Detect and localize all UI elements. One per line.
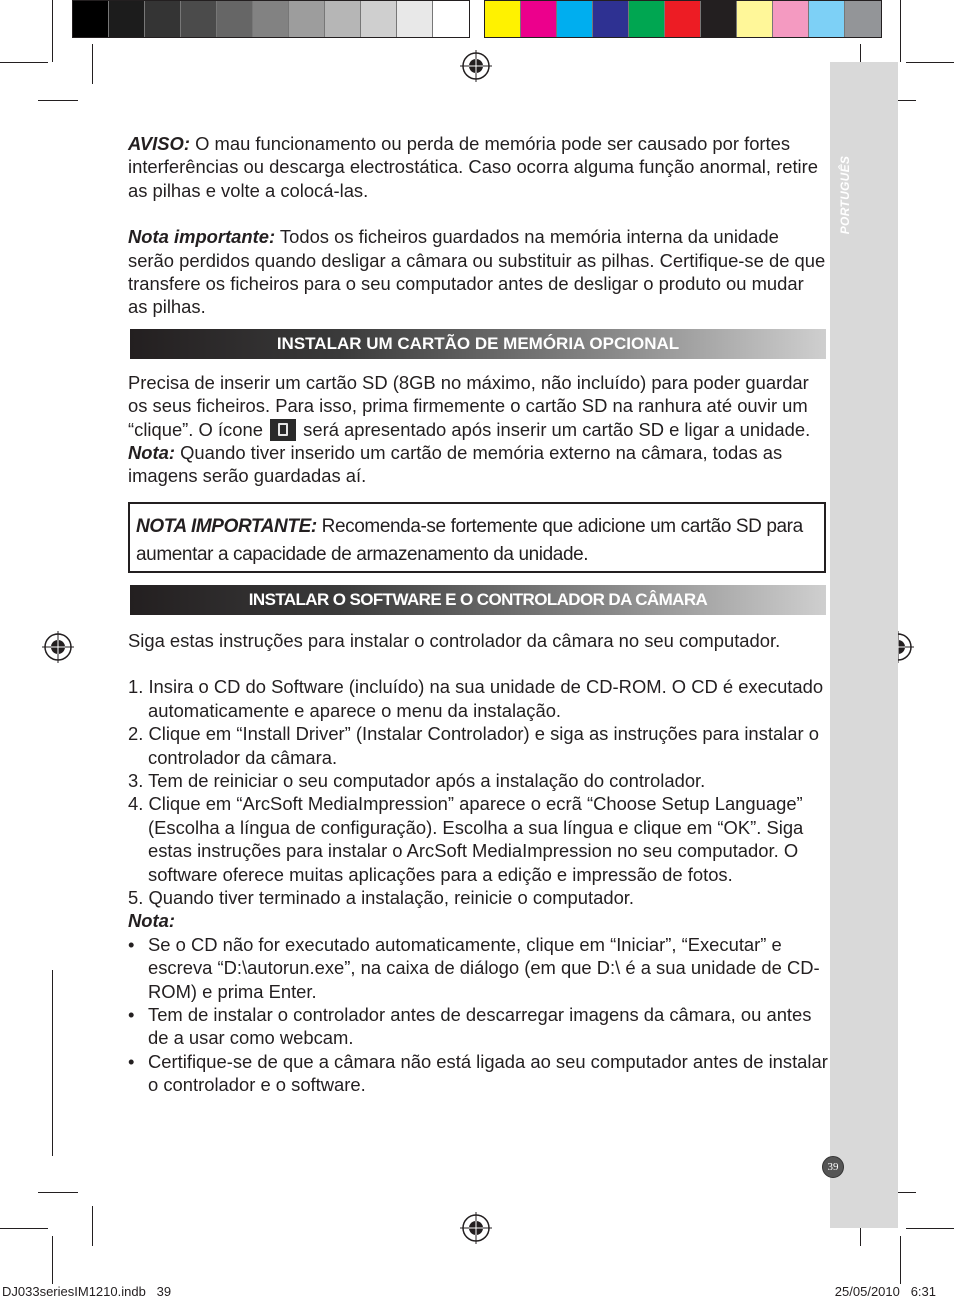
color-swatch: [629, 1, 665, 37]
color-swatch: [253, 1, 289, 37]
memory-card-note: [128, 441, 828, 488]
warning-label: AVISO:: [128, 133, 190, 154]
sd-card-icon: [270, 419, 296, 441]
section-heading-memory-card: INSTALAR UM CARTÃO DE MEMÓRIA OPCIONAL: [130, 329, 826, 359]
crop-mark: [92, 44, 93, 84]
color-swatch: [701, 1, 737, 37]
registration-mark-icon: [42, 631, 74, 663]
install-steps-list: [128, 675, 828, 909]
install-note-item: [128, 1003, 828, 1050]
memory-card-note-label: Nota:: [128, 442, 175, 464]
registration-mark-icon: [460, 1212, 492, 1244]
important-notice-box: [128, 502, 826, 573]
crop-mark: [38, 1192, 78, 1193]
crop-mark: [906, 1228, 954, 1229]
page-content: [128, 132, 828, 1097]
bullet: •: [128, 1003, 135, 1025]
install-step: 1. Insira o CD do Software (incluído) na sua unidade de CD-ROM. O CD é executado automaticamente e aparece o menu da instalação.: [128, 676, 824, 721]
install-step: 2. Clique em “Install Driver” (Instalar Controlador) e siga as instruções para instalar o controlador da câmara.: [128, 723, 819, 768]
color-swatch: [397, 1, 433, 37]
important-notice-label: NOTA IMPORTANTE:: [136, 515, 317, 537]
crop-mark: [38, 100, 78, 101]
warning-paragraph: [128, 132, 828, 202]
color-swatch: [361, 1, 397, 37]
warning-text: O mau funcionamento ou perda de memória pode ser causado por fortes interferências ou descarga electrostática. Caso ocorra alguma função anormal, retire as pilhas e volte a colocá-las.: [128, 133, 818, 201]
crop-mark: [906, 62, 954, 63]
color-swatch: [145, 1, 181, 37]
install-step: 5. Quando tiver terminado a instalação, reinicie o computador.: [128, 886, 635, 908]
language-label: [836, 140, 854, 250]
registration-mark-icon: [460, 50, 492, 82]
install-note-text: Certifique-se de que a câmara não está ligada ao seu computador antes de instalar o controlador e o software.: [148, 1050, 828, 1096]
process-color-bar: [484, 0, 882, 38]
install-step: 4. Clique em “ArcSoft MediaImpression” aparece o ecrã “Choose Setup Language” (Escolha a língua de configuração). Escolha a sua língua e clique em “OK”. Siga estas instruções para instalar o ArcSoft MediaImpression no seu computador. O software oferece muitas aplicações para a edição e impressão de fotos.: [128, 793, 804, 885]
important-note-paragraph: [128, 225, 828, 319]
color-swatch: [521, 1, 557, 37]
memory-card-note-text: Quando tiver inserido um cartão de memória externo na câmara, todas as imagens serão guardadas aí.: [128, 442, 783, 487]
color-swatch: [217, 1, 253, 37]
bullet: •: [128, 1050, 135, 1072]
crop-mark: [52, 970, 53, 1156]
bullet: •: [128, 933, 135, 955]
crop-mark: [900, 1236, 901, 1284]
color-swatch: [665, 1, 701, 37]
color-swatch: [289, 1, 325, 37]
crop-mark: [52, 0, 53, 62]
grayscale-color-bar: [72, 0, 470, 38]
install-notes-list: [128, 933, 828, 1097]
crop-mark: [0, 1228, 48, 1229]
crop-mark: [0, 62, 48, 63]
color-swatch: [845, 1, 881, 37]
crop-mark: [52, 1236, 53, 1284]
important-note-label: Nota importante:: [128, 226, 276, 248]
page-number-badge: 39: [822, 1156, 844, 1178]
color-swatch: [773, 1, 809, 37]
color-swatch: [109, 1, 145, 37]
color-swatch: [485, 1, 521, 37]
footer-file-info: DJ033seriesIM1210.indb 39: [2, 1284, 172, 1299]
color-swatch: [325, 1, 361, 37]
install-note-text: Se o CD não for executado automaticamente, clique em “Iniciar”, “Executar” e escreva “D:\autorun.exe”, na caixa de diálogo (em que D:\ é a sua unidade de CD-ROM) e prima Enter.: [148, 933, 820, 1002]
install-note-label: Nota:: [128, 910, 175, 932]
color-swatch: [73, 1, 109, 37]
software-intro: Siga estas instruções para instalar o controlador da câmara no seu computador.: [128, 629, 781, 651]
color-swatch: [433, 1, 469, 37]
crop-mark: [92, 1206, 93, 1246]
install-step: 3. Tem de reiniciar o seu computador após a instalação do controlador.: [128, 769, 706, 791]
memory-card-paragraph: [128, 371, 828, 441]
crop-mark: [900, 0, 901, 62]
color-swatch: [557, 1, 593, 37]
color-swatch: [593, 1, 629, 37]
important-note-text: Todos os ficheiros guardados na memória interna da unidade serão perdidos quando desligar a câmara ou substituir as pilhas. Certifique-se de que transfere os ficheiros para o seu computador antes de desligar o produto ou mudar as pilhas.: [128, 226, 826, 318]
memory-card-text: Precisa de inserir um cartão SD (8GB no máximo, não incluído) para poder guardar os seus ficheiros. Para isso, prima firmemente o cartão SD na ranhura até ouvir um “clique”. O ícone: [128, 371, 809, 440]
important-notice-text: Recomenda-se fortemente que adicione um cartão SD para aumentar a capacidade de armazenamento da unidade.: [136, 515, 803, 565]
color-swatch: [809, 1, 845, 37]
footer-date-time: 25/05/2010 6:31: [834, 1284, 936, 1299]
install-note-item: [128, 933, 828, 1003]
language-label-text: PORTUGUÊS: [838, 155, 852, 235]
section-heading-software: INSTALAR O SOFTWARE E O CONTROLADOR DA CÂMARA: [130, 585, 826, 615]
memory-card-text-after: será apresentado após inserir um cartão SD e ligar a unidade.: [298, 418, 811, 440]
color-swatch: [181, 1, 217, 37]
install-note-item: [128, 1050, 828, 1097]
install-note-text: Tem de instalar o controlador antes de descarregar imagens da câmara, ou antes de a usar como webcam.: [148, 1003, 812, 1049]
color-swatch: [737, 1, 773, 37]
